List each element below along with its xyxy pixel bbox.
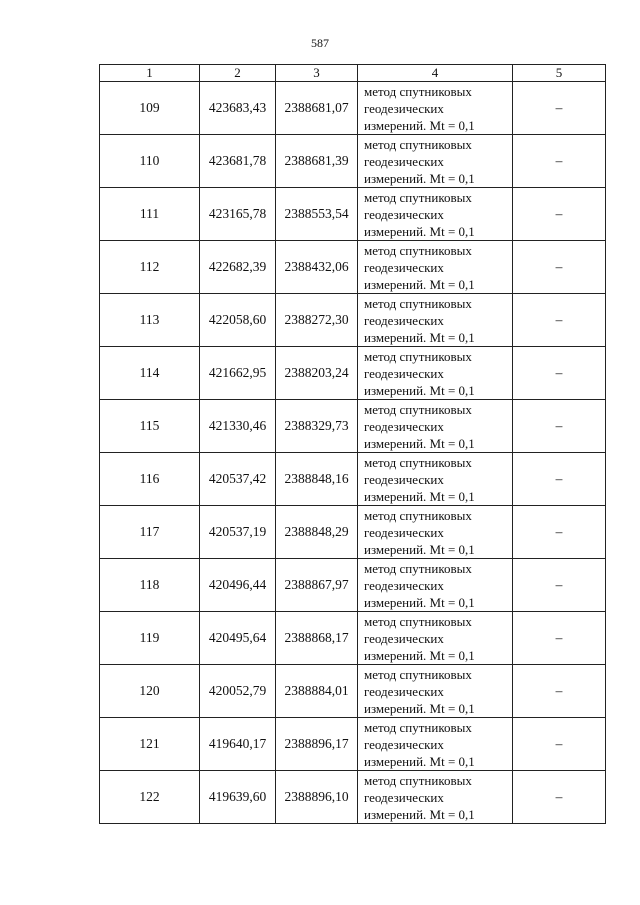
method-line: геодезических [364,206,444,222]
method-line: измерений. Mt = 0,1 [364,806,475,822]
method-cell [358,506,513,559]
method-cell [358,294,513,347]
table-row [100,506,606,559]
method-cell [358,771,513,824]
point-number-cell: 109 [100,82,200,135]
table-row [100,612,606,665]
method-line: метод спутниковых [364,454,472,470]
method-line: геодезических [364,100,444,116]
method-cell [358,135,513,188]
method-line: метод спутниковых [364,560,472,576]
point-number-cell: 115 [100,400,200,453]
y-coordinate-cell: 2388896,10 [276,771,358,824]
point-number-cell: 119 [100,612,200,665]
table-row [100,665,606,718]
note-cell: – [513,347,606,400]
method-line: метод спутниковых [364,507,472,523]
method-line: геодезических [364,577,444,593]
table-row [100,82,606,135]
x-coordinate-cell: 420537,42 [200,453,276,506]
y-coordinate-cell: 2388203,24 [276,347,358,400]
x-coordinate-cell: 421330,46 [200,400,276,453]
method-line: метод спутниковых [364,83,472,99]
method-line: измерений. Mt = 0,1 [364,170,475,186]
point-number-cell: 120 [100,665,200,718]
method-line: измерений. Mt = 0,1 [364,594,475,610]
y-coordinate-cell: 2388681,07 [276,82,358,135]
note-cell: – [513,559,606,612]
y-coordinate-cell: 2388432,06 [276,241,358,294]
note-cell: – [513,188,606,241]
method-line: геодезических [364,471,444,487]
note-cell: – [513,665,606,718]
note-cell: – [513,135,606,188]
table-row [100,771,606,824]
y-coordinate-cell: 2388329,73 [276,400,358,453]
point-number-cell: 114 [100,347,200,400]
note-cell: – [513,771,606,824]
method-line: измерений. Mt = 0,1 [364,700,475,716]
point-number-cell: 110 [100,135,200,188]
method-line: геодезических [364,683,444,699]
method-cell [358,82,513,135]
method-line: метод спутниковых [364,136,472,152]
x-coordinate-cell: 420052,79 [200,665,276,718]
method-line: геодезических [364,736,444,752]
method-line: метод спутниковых [364,613,472,629]
y-coordinate-cell: 2388848,29 [276,506,358,559]
method-line: метод спутниковых [364,666,472,682]
point-number-cell: 122 [100,771,200,824]
method-cell [358,400,513,453]
y-coordinate-cell: 2388553,54 [276,188,358,241]
method-line: метод спутниковых [364,242,472,258]
header-col-4: 4 [358,65,513,82]
method-line: метод спутниковых [364,772,472,788]
method-cell [358,347,513,400]
method-line: метод спутниковых [364,348,472,364]
table-row [100,188,606,241]
y-coordinate-cell: 2388896,17 [276,718,358,771]
point-number-cell: 113 [100,294,200,347]
note-cell: – [513,82,606,135]
method-line: измерений. Mt = 0,1 [364,647,475,663]
method-cell [358,665,513,718]
method-line: метод спутниковых [364,295,472,311]
x-coordinate-cell: 423681,78 [200,135,276,188]
x-coordinate-cell: 423683,43 [200,82,276,135]
method-line: геодезических [364,630,444,646]
point-number-cell: 121 [100,718,200,771]
method-line: измерений. Mt = 0,1 [364,276,475,292]
method-line: измерений. Mt = 0,1 [364,117,475,133]
note-cell: – [513,453,606,506]
note-cell: – [513,718,606,771]
header-col-2: 2 [200,65,276,82]
point-number-cell: 117 [100,506,200,559]
method-line: измерений. Mt = 0,1 [364,435,475,451]
method-cell [358,453,513,506]
y-coordinate-cell: 2388272,30 [276,294,358,347]
method-cell [358,612,513,665]
method-cell [358,188,513,241]
x-coordinate-cell: 419639,60 [200,771,276,824]
method-line: измерений. Mt = 0,1 [364,329,475,345]
table-row [100,453,606,506]
y-coordinate-cell: 2388848,16 [276,453,358,506]
point-number-cell: 112 [100,241,200,294]
method-line: геодезических [364,312,444,328]
note-cell: – [513,400,606,453]
method-cell [358,559,513,612]
header-col-1: 1 [100,65,200,82]
table-row [100,241,606,294]
note-cell: – [513,241,606,294]
note-cell: – [513,506,606,559]
table-body [100,82,606,824]
method-line: метод спутниковых [364,189,472,205]
method-line: измерений. Mt = 0,1 [364,488,475,504]
point-number-cell: 111 [100,188,200,241]
table-row [100,718,606,771]
method-line: геодезических [364,789,444,805]
y-coordinate-cell: 2388681,39 [276,135,358,188]
x-coordinate-cell: 422682,39 [200,241,276,294]
method-line: измерений. Mt = 0,1 [364,382,475,398]
header-col-3: 3 [276,65,358,82]
method-line: измерений. Mt = 0,1 [364,223,475,239]
method-line: метод спутниковых [364,401,472,417]
method-line: геодезических [364,365,444,381]
note-cell: – [513,612,606,665]
x-coordinate-cell: 421662,95 [200,347,276,400]
method-cell [358,241,513,294]
coordinates-table [99,64,606,824]
method-line: геодезических [364,418,444,434]
y-coordinate-cell: 2388884,01 [276,665,358,718]
table-row [100,294,606,347]
method-line: геодезических [364,524,444,540]
note-cell: – [513,294,606,347]
table-row [100,559,606,612]
table-header-row [100,65,606,82]
header-col-5: 5 [513,65,606,82]
x-coordinate-cell: 419640,17 [200,718,276,771]
method-line: измерений. Mt = 0,1 [364,753,475,769]
table-row [100,135,606,188]
page-number: 587 [311,36,329,50]
table-row [100,347,606,400]
method-cell [358,718,513,771]
method-line: геодезических [364,259,444,275]
x-coordinate-cell: 423165,78 [200,188,276,241]
method-line: измерений. Mt = 0,1 [364,541,475,557]
x-coordinate-cell: 420537,19 [200,506,276,559]
point-number-cell: 116 [100,453,200,506]
table-row [100,400,606,453]
method-line: метод спутниковых [364,719,472,735]
x-coordinate-cell: 420496,44 [200,559,276,612]
method-line: геодезических [364,153,444,169]
y-coordinate-cell: 2388867,97 [276,559,358,612]
x-coordinate-cell: 420495,64 [200,612,276,665]
x-coordinate-cell: 422058,60 [200,294,276,347]
point-number-cell: 118 [100,559,200,612]
y-coordinate-cell: 2388868,17 [276,612,358,665]
